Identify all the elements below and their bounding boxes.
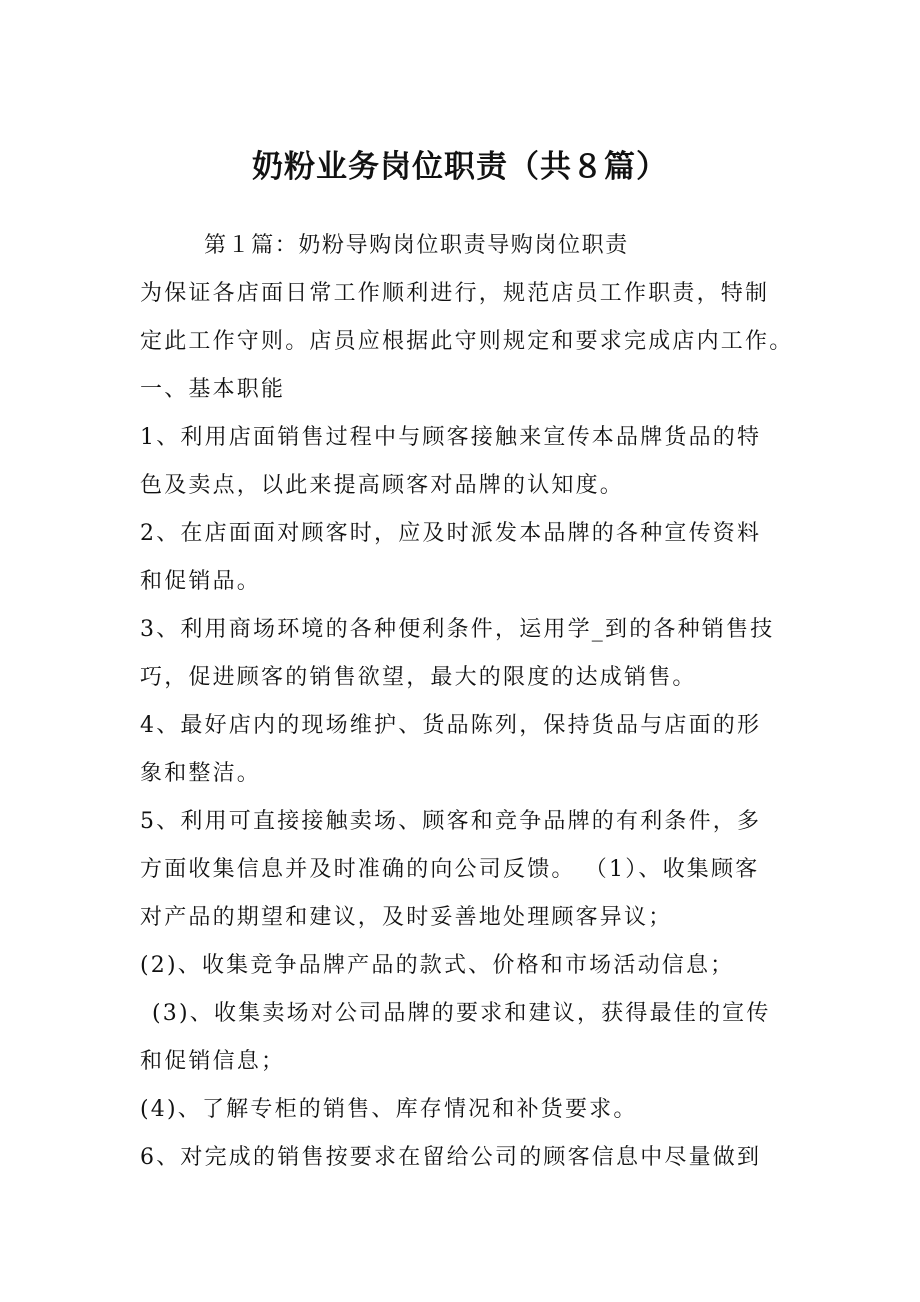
paragraph-line: 象和整洁。 xyxy=(140,761,262,786)
section-heading: 第１篇：奶粉导购岗位职责导购岗位职责 xyxy=(204,233,629,258)
paragraph-line: 为保证各店面日常工作顺利进行，规范店员工作职责，特制 xyxy=(140,281,770,306)
document-title: 奶粉业务岗位职责（共８篇） xyxy=(252,149,668,185)
section-subheading: 一、基本职能 xyxy=(140,377,286,402)
paragraph-line: 巧，促进顾客的销售欲望，最大的限度的达成销售。 xyxy=(140,665,697,690)
paragraph-line: 6、对完成的销售按要求在留给公司的顾客信息中尽量做到 xyxy=(140,1145,762,1170)
paragraph-line: 方面收集信息并及时准确的向公司反馈。 （1）、收集顾客 xyxy=(140,857,760,882)
paragraph-line: 和促销信息； xyxy=(140,1049,286,1074)
paragraph-line: 对产品的期望和建议，及时妥善地处理顾客异议； xyxy=(140,905,673,930)
paragraph-line: (3)、收集卖场对公司品牌的要求和建议，获得最佳的宣传 xyxy=(152,1001,771,1026)
paragraph-line: 5、利用可直接接触卖场、顾客和竞争品牌的有利条件，多 xyxy=(140,809,762,834)
paragraph-line: 定此工作守则。店员应根据此守则规定和要求完成店内工作。 xyxy=(140,329,794,354)
paragraph-line: 2、在店面面对顾客时，应及时派发本品牌的各种宣传资料 xyxy=(140,521,762,546)
paragraph-line: 1、利用店面销售过程中与顾客接触来宣传本品牌货品的特 xyxy=(140,425,762,450)
paragraph-line: 4、最好店内的现场维护、货品陈列，保持货品与店面的形 xyxy=(140,713,762,738)
paragraph-line: (4)、了解专柜的销售、库存情况和补货要求。 xyxy=(140,1097,638,1122)
document-body xyxy=(140,222,794,1182)
paragraph-line: 色及卖点，以此来提高顾客对品牌的认知度。 xyxy=(140,473,625,498)
paragraph-line: (2)、收集竞争品牌产品的款式、价格和市场活动信息； xyxy=(140,953,735,978)
paragraph-line: 3、利用商场环境的各种便利条件，运用学_到的各种销售技 xyxy=(140,617,775,642)
paragraph-line: 和促销品。 xyxy=(140,569,262,594)
